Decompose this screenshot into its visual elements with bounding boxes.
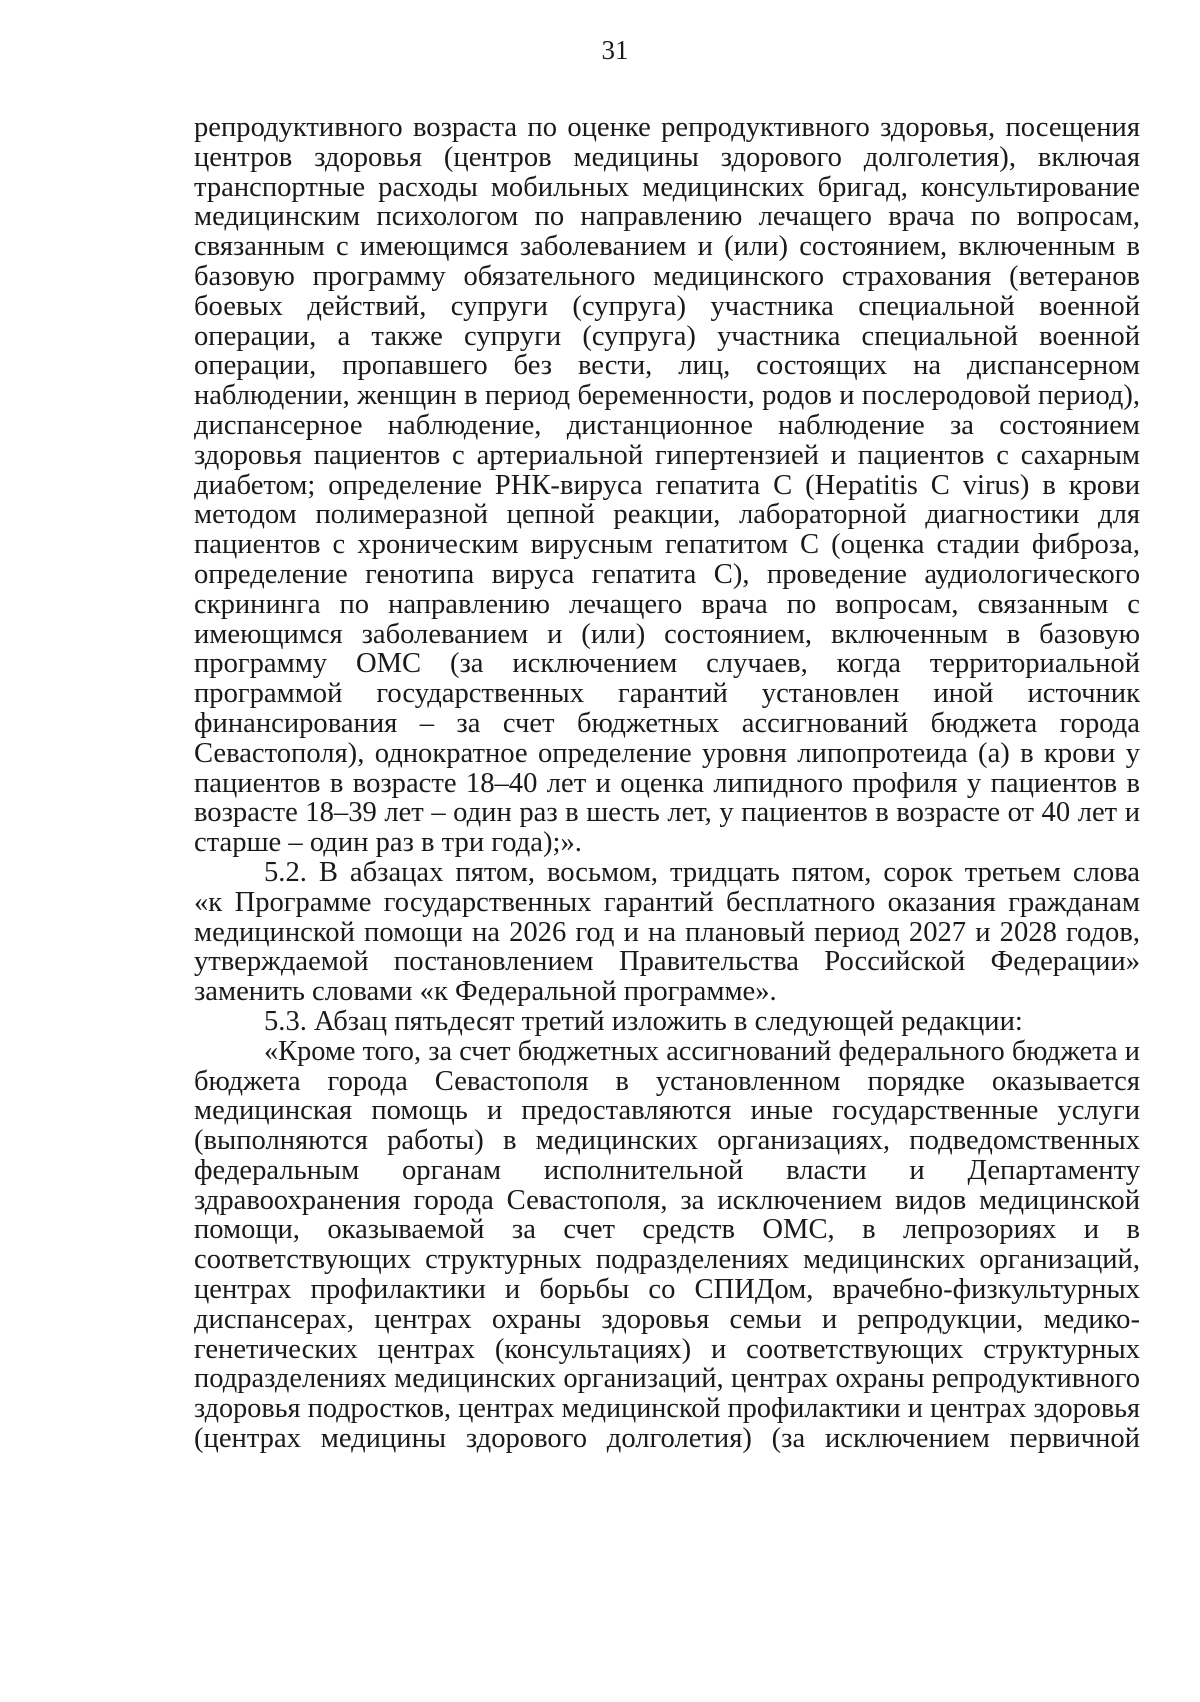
text-line: наблюдении, женщин в период беременности, родов и послеродовой период), xyxy=(194,380,1140,412)
text-line: программой государственных гарантий установлен иной источник xyxy=(194,678,1140,710)
text-line: здоровья подростков, центрах медицинской профилактики и центрах здоровья xyxy=(194,1393,1140,1425)
text-line: подразделениях медицинских организаций, центрах охраны репродуктивного xyxy=(194,1363,1140,1395)
text-line: 5.3. Абзац пятьдесят третий изложить в следующей редакции: xyxy=(264,1005,1023,1037)
text-line: диспансерах, центрах охраны здоровья семьи и репродукции, медико- xyxy=(194,1303,1140,1335)
text-line: утверждаемой постановлением Правительства Российской Федерации» xyxy=(194,946,1140,978)
text-line: диспансерное наблюдение, дистанционное наблюдение за состоянием xyxy=(194,409,1140,441)
text-line: финансирования – за счет бюджетных ассигнований бюджета города xyxy=(194,707,1140,739)
text-line: пациентов с хроническим вирусным гепатитом С (оценка стадии фиброза, xyxy=(194,529,1140,561)
text-line: центрах профилактики и борьбы со СПИДом, врачебно-физкультурных xyxy=(194,1274,1140,1306)
text-line: (выполняются работы) в медицинских организациях, подведомственных xyxy=(194,1125,1140,1157)
text-line: (центрах медицины здорового долголетия) (за исключением первичной xyxy=(194,1423,1140,1455)
text-line: 5.2. В абзацах пятом, восьмом, тридцать пятом, сорок третьем слова xyxy=(264,856,1140,888)
text-line: методом полимеразной цепной реакции, лабораторной диагностики для xyxy=(194,499,1140,531)
text-line: медицинским психологом по направлению лечащего врача по вопросам, xyxy=(194,201,1140,233)
text-line: федеральным органам исполнительной власти и Департаменту xyxy=(194,1154,1140,1186)
text-line: бюджета города Севастополя в установленном порядке оказывается xyxy=(194,1065,1140,1097)
paragraph-quoted xyxy=(194,1037,1140,1454)
text-line: определение генотипа вируса гепатита С), проведение аудиологического xyxy=(194,558,1140,590)
text-line: операции, а также супруги (супруга) участника специальной военной xyxy=(194,320,1140,352)
text-line: программу ОМС (за исключением случаев, когда территориальной xyxy=(194,648,1140,680)
text-line: скрининга по направлению лечащего врача по вопросам, связанным с xyxy=(194,588,1140,620)
text-line: связанным с имеющимся заболеванием и (или) состоянием, включенным в xyxy=(194,231,1140,263)
text-line: транспортные расходы мобильных медицинских бригад, консультирование xyxy=(194,171,1140,203)
text-line: диабетом; определение РНК-вируса гепатита С (Hepatitis C virus) в крови xyxy=(194,469,1140,501)
page-number: 31 xyxy=(601,35,629,65)
text-line: операции, пропавшего без вести, лиц, состоящих на диспансерном xyxy=(194,350,1140,382)
text-line: генетических центрах (консультациях) и соответствующих структурных xyxy=(194,1333,1140,1365)
text-line: старше – один раз в три года);». xyxy=(194,827,582,859)
text-line: имеющимся заболеванием и (или) состоянием, включенным в базовую xyxy=(194,618,1140,650)
paragraph-item-5-2 xyxy=(194,858,1140,1007)
text-line: репродуктивного возраста по оценке репродуктивного здоровья, посещения xyxy=(194,112,1140,143)
text-line: медицинской помощи на 2026 год и на плановый период 2027 и 2028 годов, xyxy=(194,916,1140,948)
text-line: Севастополя), однократное определение уровня липопротеида (а) в крови у xyxy=(194,737,1140,769)
text-line: медицинская помощь и предоставляются иные государственные услуги xyxy=(194,1095,1140,1127)
text-line: соответствующих структурных подразделениях медицинских организаций, xyxy=(194,1244,1140,1276)
text-line: здравоохранения города Севастополя, за исключением видов медицинской xyxy=(194,1184,1140,1216)
text-line: заменить словами «к Федеральной программе». xyxy=(194,976,777,1008)
paragraph-continuation xyxy=(194,113,1140,858)
text-line: боевых действий, супруги (супруга) участника специальной военной xyxy=(194,290,1140,322)
text-line: центров здоровья (центров медицины здорового долголетия), включая xyxy=(194,141,1140,173)
text-line: пациентов в возрасте 18–40 лет и оценка липидного профиля у пациентов в xyxy=(194,767,1140,799)
text-line: здоровья пациентов с артериальной гипертензией и пациентов с сахарным xyxy=(194,439,1140,471)
text-line: помощи, оказываемой за счет средств ОМС, в лепрозориях и в xyxy=(194,1214,1140,1246)
paragraph-item-5-3 xyxy=(194,1007,1140,1037)
text-line: возрасте 18–39 лет – один раз в шесть лет, у пациентов в возрасте от 40 лет и xyxy=(194,797,1140,829)
text-line: «к Программе государственных гарантий бесплатного оказания гражданам xyxy=(194,886,1140,918)
text-line: базовую программу обязательного медицинского страхования (ветеранов xyxy=(194,260,1140,292)
document-body xyxy=(194,113,1140,1454)
text-line: «Кроме того, за счет бюджетных ассигнований федерального бюджета и xyxy=(264,1035,1140,1067)
